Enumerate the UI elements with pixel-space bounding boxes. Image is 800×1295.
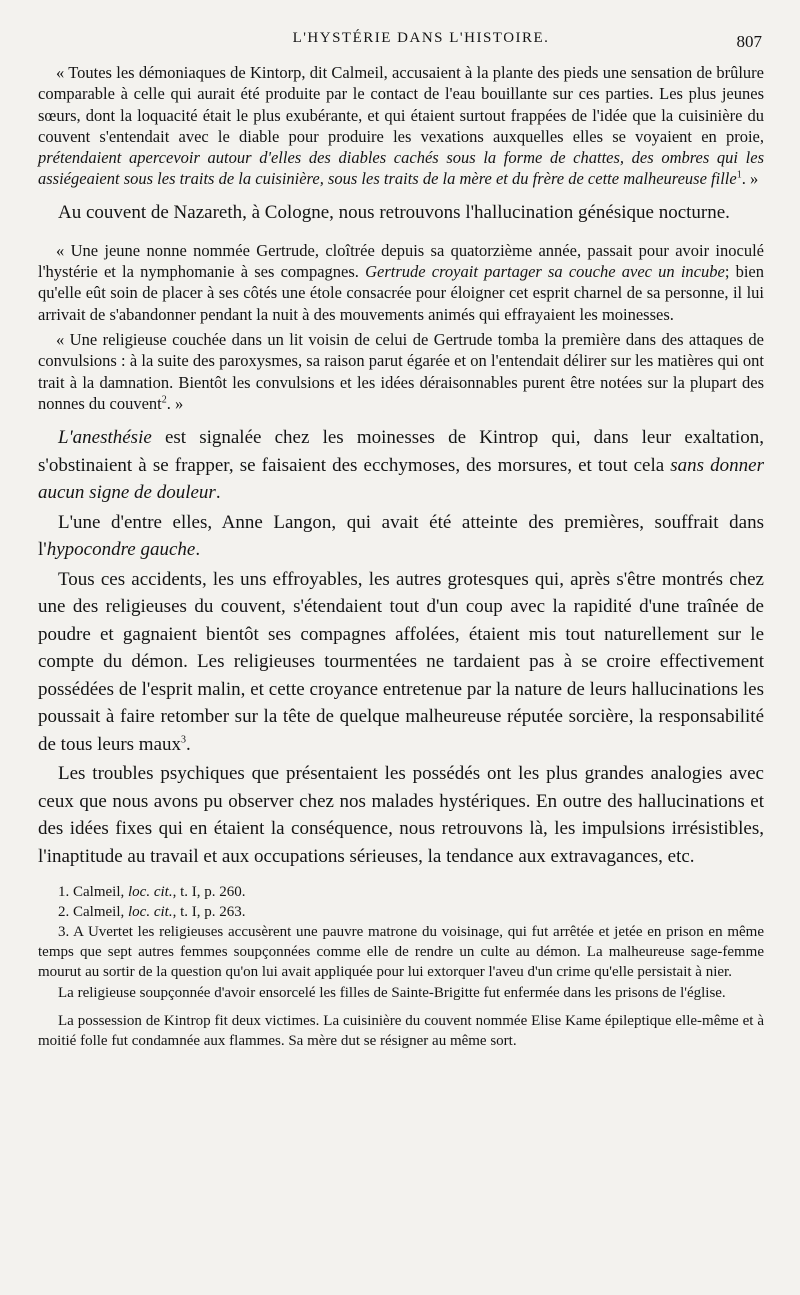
anesthesie-paragraph <box>38 424 764 507</box>
quote-gertrude-italic: Gertrude croyait partager sa couche avec un incube <box>365 262 725 282</box>
quote-gertrude-text-2: ; bien qu'elle eût soin de placer à ses côtés une étole consacrée pour éloigner cet esprit charnel de sa personne, il lui arrivait de s'abandonner pendant la nuit à des mouvements animés qui effrayaient les moinesses. <box>38 262 764 324</box>
footnote-ref-3: 3 <box>181 734 187 746</box>
quote-religieuse-end: . » <box>166 393 184 413</box>
quote-kintorp-end: . » <box>741 169 759 189</box>
footnote-2-italic: loc. cit. <box>128 904 173 921</box>
footnote-3-continued: La religieuse soupçonnée d'avoir ensorcelé les filles de Sainte-Brigitte fut enfermée dans les prisons de l'église. <box>58 985 726 1002</box>
accidents-end: . <box>186 733 191 755</box>
page-number: 807 <box>736 32 762 51</box>
footnote-ref-1: 1 <box>736 169 742 181</box>
footnotes <box>38 882 764 1051</box>
quote-religieuse-paragraph <box>38 329 764 414</box>
quote-kintorp-italic: prétendaient apercevoir autour d'elles des diables cachés sous la forme de chattes, des ombres qui les assiégeaient sous les traits de la cuisinière, sous les traits de la mère et du frère de cette malheureuse fille <box>38 148 764 189</box>
footnote-1 <box>38 882 764 902</box>
langon-text: L'une d'entre elles, Anne Langon, qui avait été atteinte des premières, souffrait dans l' <box>38 511 764 561</box>
anesthesie-term: L'anesthésie <box>58 427 152 449</box>
footnote-2 <box>38 902 764 922</box>
footnote-2-end: , t. I, p. 263. <box>172 904 246 921</box>
footnote-1-italic: loc. cit. <box>128 884 173 901</box>
quote-gertrude-text: « Une jeune nonne nommée Gertrude, cloîtrée depuis sa quatorzième année, passait pour avoir inoculé l'hystérie et la nymphomanie à ses compagnes. <box>38 240 764 282</box>
footnote-1-end: , t. I, p. 260. <box>172 884 246 901</box>
accidents-text: Tous ces accidents, les uns effroyables, les autres grotesques qui, après s'être montrés chez une des religieuses du couvent, s'étendaient tout d'un coup avec la rapidité d'une traînée de poudre et gagnaient bientôt ses compagnes affolées, étaient mis tout naturellement sur le compte du démon. Les religieuses tourmentées ne tardaient pas à se croire effectivement possédées de l'esprit malin, et cette croyance entretenue par la nature de leurs hallucinations les poussait à faire retomber sur la tête de quelque malheureuse réputée sorcière, la responsabilité de tous leurs maux <box>38 568 764 755</box>
quote-kintorp-paragraph <box>38 62 764 190</box>
footnote-1-text: 1. Calmeil, <box>58 884 128 901</box>
anesthesie-end: . <box>215 482 221 504</box>
accidents-paragraph <box>38 566 764 759</box>
anesthesie-text: est signalée chez les moinesses de Kintrop qui, dans leur exaltation, s'obstinaient à se frapper, se faisaient des ecchymoses, des morsures, et tout cela <box>38 427 764 476</box>
quote-gertrude-paragraph <box>38 240 764 325</box>
footnote-2-text: 2. Calmeil, <box>58 904 128 921</box>
running-title: L'HYSTÉRIE DANS L'HISTOIRE. <box>292 30 550 46</box>
nazareth-paragraph: Au couvent de Nazareth, à Cologne, nous retrouvons l'hallucination génésique nocturne. <box>58 201 730 223</box>
troubles-paragraph: Les troubles psychiques que présentaient les possédés ont les plus grandes analogies avec ceux que nous avons pu observer chez nos malades hystériques. En outre des hallucinations et des idées fixes qui en étaient la conséquence, nous retrouvons là, les impulsions irrésistibles, l'inaptitude au travail et aux occupations sérieuses, la tendance aux extravagances, etc. <box>38 763 764 867</box>
langon-end: . <box>195 539 201 561</box>
footnote-ref-2: 2 <box>161 394 167 406</box>
quote-religieuse-text: « Une religieuse couchée dans un lit voisin de celui de Gertrude tomba la première dans des attaques de convulsions : à la suite des paroxysmes, sa raison parut égarée et on l'entendait délirer sur les matières qui ont trait à la damnation. Bientôt les convulsions et les idées déraisonnables purent être notées sur la plupart des nonnes du couvent <box>38 329 764 413</box>
anesthesie-italic: sans donner aucun signe de douleur <box>38 454 764 504</box>
langon-italic: hypocondre gauche <box>46 539 196 561</box>
footnote-3-kintrop: La possession de Kintrop fit deux victimes. La cuisinière du couvent nommée Elise Kame épileptique elle-même et à moitié folle fut condamnée aux flammes. Sa mère dut se résigner au même sort. <box>38 1013 764 1050</box>
quote-kintorp-text: « Toutes les démoniaques de Kintorp, dit Calmeil, accusaient à la plante des pieds une sensation de brûlure comparable à celle qui aurait été produite par le contact de l'eau bouillante sur ces parties. Les plus jeunes sœurs, dont la loquacité était le plus exubérante, et qui étaient surtout frappées de l'idée que la cuisinière du couvent s'entendait avec le diable pour produire les vexations auxquelles elles se voyaient en proie, <box>38 63 764 146</box>
running-header <box>38 30 764 56</box>
footnote-3: 3. A Uvertet les religieuses accusèrent une pauvre matrone du voisinage, qui fut arrêtée et jetée en prison en même temps que sept autres femmes soupçonnées comme elle de rendre un culte au démon. La malheureuse sage-femme mourut au sortir de la question qu'on lui avait appliquée pour lui extorquer l'aveu d'un crime qu'elle persistait à nier. <box>38 924 764 981</box>
langon-paragraph <box>38 509 764 564</box>
